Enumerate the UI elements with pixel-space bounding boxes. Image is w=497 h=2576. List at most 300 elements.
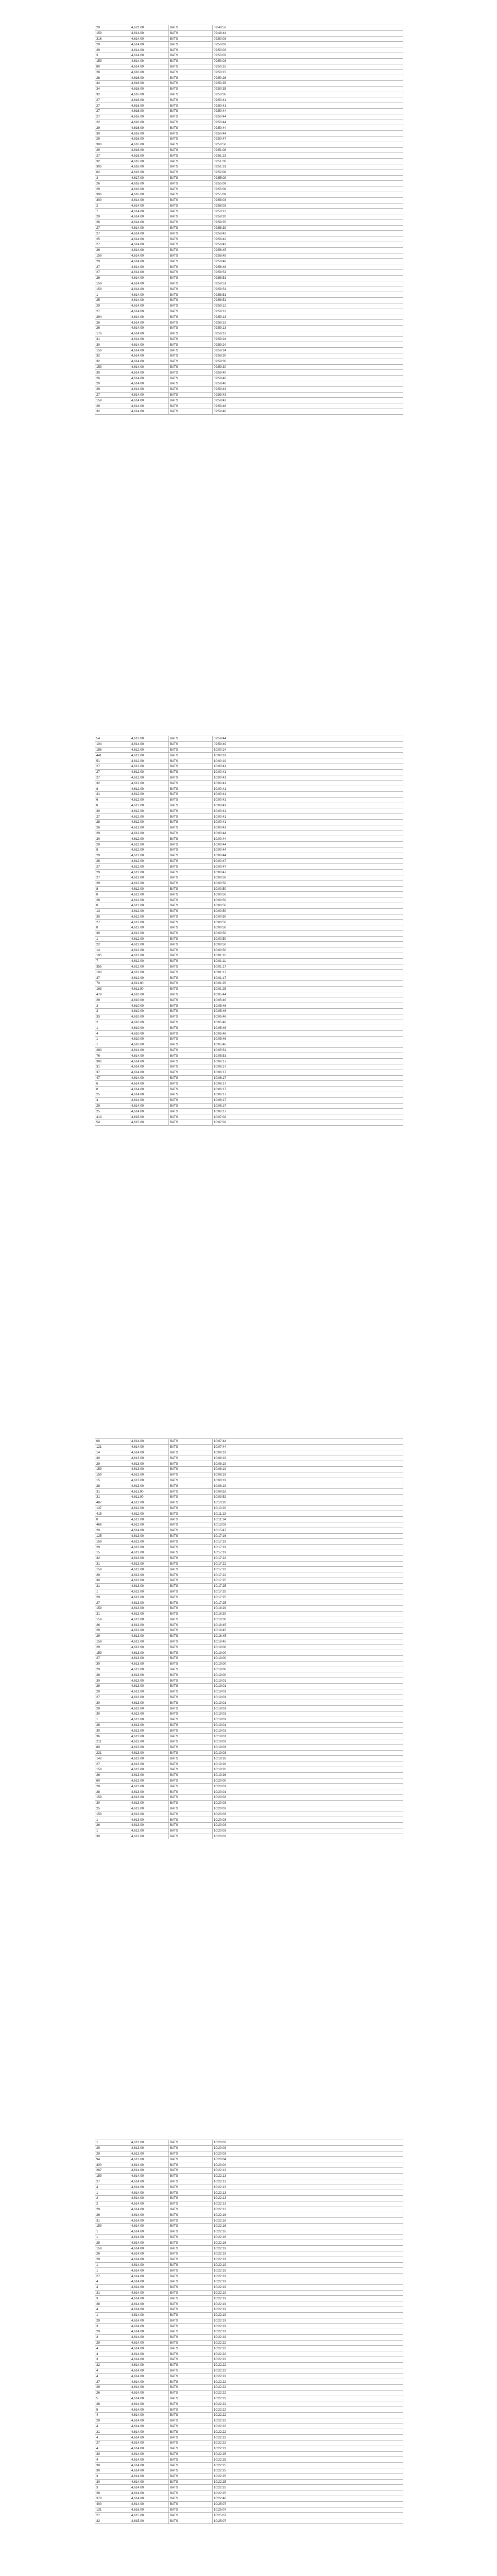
time-cell: 10:22:19 [213, 2334, 403, 2340]
price-cell: 4,612.00 [130, 853, 169, 858]
quantity-cell: 27 [95, 264, 130, 270]
quantity-cell: 28 [95, 858, 130, 864]
quantity-cell: 29 [95, 1633, 130, 1639]
table-row [95, 70, 403, 75]
price-cell: 4,613.00 [130, 2140, 169, 2146]
time-cell: 10:00:50 [213, 875, 403, 880]
table-row [95, 2274, 403, 2279]
price-cell: 4,614.00 [130, 253, 169, 259]
quantity-cell: 29 [95, 1628, 130, 1634]
time-cell: 09:58:48 [213, 264, 403, 270]
table-row [95, 2201, 403, 2207]
quantity-cell: 31 [95, 336, 130, 342]
quantity-cell: 76 [95, 1053, 130, 1059]
time-cell: 10:22:22 [213, 2407, 403, 2413]
table-row [95, 1109, 403, 1114]
quantity-cell: 1 [95, 1042, 130, 1047]
table-row [95, 1505, 403, 1511]
exchange-cell: BATS [169, 1633, 213, 1639]
quantity-cell: 26 [95, 2251, 130, 2257]
quantity-cell: 32 [95, 409, 130, 414]
table-row [95, 2167, 403, 2173]
quantity-cell: 378 [95, 2496, 130, 2502]
table-row [95, 336, 403, 342]
quantity-cell: 25 [95, 1806, 130, 1811]
price-cell: 4,614.00 [130, 2346, 169, 2351]
time-cell: 09:51:31 [213, 164, 403, 170]
price-cell: 4,614.00 [130, 2307, 169, 2312]
quantity-cell: 159 [95, 281, 130, 286]
quantity-cell: 29 [95, 880, 130, 886]
exchange-cell: BATS [169, 2246, 213, 2251]
exchange-cell: BATS [169, 1092, 213, 1098]
time-cell: 10:19:01 [213, 1684, 403, 1689]
exchange-cell: BATS [169, 814, 213, 820]
exchange-cell: BATS [169, 836, 213, 842]
time-cell: 10:20:04 [213, 2157, 403, 2162]
quantity-cell: 29 [95, 42, 130, 47]
table-row [95, 1483, 403, 1489]
time-cell: 10:05:46 [213, 1025, 403, 1031]
quantity-cell: 29 [95, 2257, 130, 2262]
table-row [95, 970, 403, 975]
price-cell: 4,614.00 [130, 53, 169, 58]
table-row [95, 2518, 403, 2524]
quantity-cell: 31 [95, 1583, 130, 1589]
exchange-cell: BATS [169, 353, 213, 359]
exchange-cell: BATS [169, 1505, 213, 1511]
price-cell: 4,614.00 [130, 409, 169, 414]
time-cell: 10:22:25 [213, 2485, 403, 2490]
price-cell: 4,614.00 [130, 326, 169, 331]
trades-table-3 [95, 1438, 403, 1839]
time-cell: 10:19:00 [213, 1667, 403, 1672]
table-row [95, 175, 403, 181]
table-row [95, 114, 403, 120]
time-cell: 10:05:46 [213, 1031, 403, 1037]
table-row [95, 120, 403, 125]
time-cell: 10:19:01 [213, 1700, 403, 1706]
table-row [95, 1717, 403, 1722]
time-cell: 10:22:22 [213, 2429, 403, 2435]
table-row [95, 2490, 403, 2496]
exchange-cell: BATS [169, 336, 213, 342]
table-row [95, 1689, 403, 1694]
table-row [95, 1528, 403, 1533]
price-cell: 4,612.00 [130, 920, 169, 925]
exchange-cell: BATS [169, 153, 213, 159]
time-cell: 10:19:26 [213, 1767, 403, 1773]
exchange-cell: BATS [169, 1545, 213, 1550]
exchange-cell: BATS [169, 2318, 213, 2324]
exchange-cell: BATS [169, 231, 213, 236]
table-row [95, 2351, 403, 2357]
table-row [95, 1539, 403, 1545]
exchange-cell: BATS [169, 214, 213, 220]
price-cell: 4,611.00 [130, 981, 169, 987]
table-row [95, 197, 403, 203]
price-cell: 4,614.00 [130, 1109, 169, 1114]
table-row [95, 786, 403, 792]
table-row [95, 2218, 403, 2224]
time-cell: 10:01:11 [213, 953, 403, 959]
price-cell: 4,612.00 [130, 825, 169, 831]
table-row [95, 2290, 403, 2296]
table-row [95, 1020, 403, 1025]
table-row [95, 125, 403, 131]
price-cell: 4,612.00 [130, 1511, 169, 1517]
time-cell: 09:58:42 [213, 236, 403, 242]
exchange-cell: BATS [169, 797, 213, 803]
time-cell: 09:50:44 [213, 131, 403, 137]
quantity-cell: 29 [95, 303, 130, 309]
table-row [95, 1500, 403, 1505]
exchange-cell: BATS [169, 2234, 213, 2240]
price-cell: 4,614.00 [130, 1103, 169, 1109]
table-row [95, 1739, 403, 1745]
table-row [95, 42, 403, 47]
table-row [95, 331, 403, 336]
time-cell: 09:55:09 [213, 187, 403, 192]
price-cell: 4,614.00 [130, 2179, 169, 2184]
quantity-cell: 32 [95, 159, 130, 164]
time-cell: 10:19:01 [213, 1706, 403, 1711]
price-cell: 4,613.00 [130, 1628, 169, 1634]
price-cell: 4,613.00 [130, 1761, 169, 1767]
quantity-cell: 29 [95, 187, 130, 192]
table-row [95, 2318, 403, 2324]
time-cell: 10:20:03 [213, 2151, 403, 2157]
table-row [95, 2501, 403, 2507]
table-row [95, 259, 403, 264]
exchange-cell: BATS [169, 2496, 213, 2502]
time-cell: 10:20:01 [213, 1784, 403, 1789]
table-row [95, 2496, 403, 2502]
exchange-cell: BATS [169, 897, 213, 903]
table-row [95, 1605, 403, 1611]
table-row [95, 353, 403, 359]
quantity-cell: 29 [95, 136, 130, 142]
quantity-cell: 4 [95, 2284, 130, 2290]
quantity-cell: 29 [95, 2418, 130, 2424]
time-cell: 09:58:51 [213, 298, 403, 303]
table-row [95, 286, 403, 292]
time-cell: 10:07:44 [213, 1439, 403, 1445]
time-cell: 09:59:40 [213, 381, 403, 387]
time-cell: 10:11:13 [213, 1511, 403, 1517]
time-cell: 09:50:44 [213, 125, 403, 131]
exchange-cell: BATS [169, 270, 213, 276]
time-cell: 10:22:22 [213, 2374, 403, 2379]
quantity-cell: 22 [95, 942, 130, 947]
table-row [95, 2223, 403, 2229]
quantity-cell: 163 [95, 986, 130, 992]
exchange-cell: BATS [169, 1806, 213, 1811]
exchange-cell: BATS [169, 831, 213, 836]
table-row [95, 1037, 403, 1042]
time-cell: 10:00:47 [213, 870, 403, 875]
price-cell: 4,615.00 [130, 2518, 169, 2524]
exchange-cell: BATS [169, 2307, 213, 2312]
time-cell: 10:00:47 [213, 864, 403, 870]
table-row [95, 2357, 403, 2363]
table-row [95, 2324, 403, 2329]
price-cell: 4,614.00 [130, 247, 169, 253]
time-cell: 10:06:17 [213, 1070, 403, 1075]
table-row [95, 2479, 403, 2485]
exchange-cell: BATS [169, 1789, 213, 1795]
quantity-cell: 159 [95, 253, 130, 259]
table-row [95, 275, 403, 281]
table-row [95, 1517, 403, 1522]
price-cell: 4,610.00 [130, 1020, 169, 1025]
time-cell: 10:19:01 [213, 1689, 403, 1694]
time-cell: 10:01:11 [213, 958, 403, 964]
time-cell: 09:59:30 [213, 359, 403, 364]
quantity-cell: 30 [95, 836, 130, 842]
time-cell: 10:19:00 [213, 1656, 403, 1662]
quantity-cell: 1 [95, 2268, 130, 2274]
exchange-cell: BATS [169, 1784, 213, 1789]
table-row [95, 2296, 403, 2301]
price-cell: 4,613.00 [130, 736, 169, 742]
quantity-cell: 4 [95, 2374, 130, 2379]
price-cell: 4,614.00 [130, 381, 169, 387]
quantity-cell: 27 [95, 764, 130, 769]
quantity-cell: 27 [95, 270, 130, 276]
time-cell: 10:22:22 [213, 2435, 403, 2441]
time-cell: 10:19:01 [213, 1694, 403, 1700]
price-cell: 4,613.00 [130, 1784, 169, 1789]
exchange-cell: BATS [169, 886, 213, 892]
quantity-cell: 26 [95, 1622, 130, 1628]
price-cell: 4,613.00 [130, 1645, 169, 1650]
table-row [95, 864, 403, 870]
time-cell: 09:59:24 [213, 342, 403, 348]
exchange-cell: BATS [169, 125, 213, 131]
table-row [95, 1744, 403, 1750]
table-row [95, 1087, 403, 1092]
price-cell: 4,612.00 [130, 791, 169, 797]
table-row [95, 1795, 403, 1801]
quantity-cell: 27 [95, 875, 130, 880]
time-cell: 09:50:03 [213, 47, 403, 53]
price-cell: 4,613.00 [130, 1744, 169, 1750]
exchange-cell: BATS [169, 2485, 213, 2490]
quantity-cell: 294 [95, 314, 130, 320]
time-cell: 10:00:41 [213, 825, 403, 831]
quantity-cell: 25 [95, 236, 130, 242]
time-cell: 09:50:03 [213, 42, 403, 47]
quantity-cell: 30 [95, 1455, 130, 1461]
table-row [95, 2140, 403, 2146]
exchange-cell: BATS [169, 736, 213, 742]
exchange-cell: BATS [169, 1711, 213, 1717]
quantity-cell: 30 [95, 1728, 130, 1734]
quantity-cell: 80 [95, 1744, 130, 1750]
time-cell: 10:09:52 [213, 1494, 403, 1500]
time-cell: 10:22:25 [213, 2479, 403, 2485]
table-row [95, 236, 403, 242]
quantity-cell: 6 [95, 1081, 130, 1087]
table-row [95, 298, 403, 303]
quantity-cell: 26 [95, 247, 130, 253]
table-row [95, 1545, 403, 1550]
table-row [95, 758, 403, 764]
quantity-cell: 159 [95, 364, 130, 370]
table-row [95, 30, 403, 36]
time-cell: 10:22:13 [213, 2201, 403, 2207]
quantity-cell: 8 [95, 903, 130, 908]
time-cell: 10:22:19 [213, 2307, 403, 2312]
exchange-cell: BATS [169, 786, 213, 792]
exchange-cell: BATS [169, 409, 213, 414]
exchange-cell: BATS [169, 2324, 213, 2329]
time-cell: 09:50:44 [213, 114, 403, 120]
exchange-cell: BATS [169, 225, 213, 231]
time-cell: 09:50:36 [213, 92, 403, 97]
exchange-cell: BATS [169, 825, 213, 831]
exchange-cell: BATS [169, 1572, 213, 1578]
price-cell: 4,614.00 [130, 214, 169, 220]
exchange-cell: BATS [169, 958, 213, 964]
quantity-cell: 4 [95, 1097, 130, 1103]
time-cell: 10:20:03 [213, 2140, 403, 2146]
quantity-cell: 28 [95, 1722, 130, 1728]
exchange-cell: BATS [169, 2346, 213, 2351]
time-cell: 09:58:39 [213, 225, 403, 231]
table-row [95, 2145, 403, 2151]
price-cell: 4,614.00 [130, 376, 169, 381]
exchange-cell: BATS [169, 2329, 213, 2335]
time-cell: 10:19:00 [213, 1645, 403, 1650]
time-cell: 10:00:44 [213, 853, 403, 858]
time-cell: 09:59:13 [213, 331, 403, 336]
table-row [95, 136, 403, 142]
exchange-cell: BATS [169, 1811, 213, 1817]
price-cell: 4,614.00 [130, 36, 169, 42]
quantity-cell: 267 [95, 2167, 130, 2173]
quantity-cell: 36 [95, 1734, 130, 1739]
quantity-cell: 4 [95, 2307, 130, 2312]
exchange-cell: BATS [169, 781, 213, 786]
time-cell: 09:58:35 [213, 219, 403, 225]
exchange-cell: BATS [169, 1684, 213, 1689]
quantity-cell: 316 [95, 36, 130, 42]
table-row [95, 2362, 403, 2368]
exchange-cell: BATS [169, 253, 213, 259]
price-cell: 4,612.00 [130, 947, 169, 953]
price-cell: 4,613.00 [130, 1583, 169, 1589]
exchange-cell: BATS [169, 1567, 213, 1572]
price-cell: 4,616.00 [130, 75, 169, 81]
exchange-cell: BATS [169, 386, 213, 392]
price-cell: 4,613.00 [130, 1756, 169, 1761]
table-row [95, 1617, 403, 1622]
quantity-cell: 37 [95, 2379, 130, 2385]
table-row [95, 75, 403, 81]
exchange-cell: BATS [169, 181, 213, 187]
table-row [95, 2340, 403, 2346]
price-cell: 4,616.00 [130, 114, 169, 120]
price-cell: 4,614.00 [130, 64, 169, 70]
time-cell: 10:20:00 [213, 1778, 403, 1784]
time-cell: 10:19:03 [213, 1744, 403, 1750]
exchange-cell: BATS [169, 164, 213, 170]
exchange-cell: BATS [169, 136, 213, 142]
price-cell: 4,612.00 [130, 797, 169, 803]
time-cell: 10:00:41 [213, 786, 403, 792]
quantity-cell: 4 [95, 2368, 130, 2374]
price-cell: 4,616.00 [130, 120, 169, 125]
price-cell: 4,616.00 [130, 70, 169, 75]
exchange-cell: BATS [169, 1722, 213, 1728]
price-cell: 4,616.00 [130, 159, 169, 164]
quantity-cell: 29 [95, 1572, 130, 1578]
time-cell: 10:00:50 [213, 886, 403, 892]
price-cell: 4,612.00 [130, 1500, 169, 1505]
time-cell: 10:22:19 [213, 2324, 403, 2329]
table-row [95, 2507, 403, 2513]
table-row [95, 153, 403, 159]
quantity-cell: 195 [95, 953, 130, 959]
table-row [95, 803, 403, 808]
price-cell: 4,614.00 [130, 270, 169, 276]
time-cell: 09:59:24 [213, 348, 403, 353]
price-cell: 4,616.00 [130, 86, 169, 92]
table-row [95, 97, 403, 103]
exchange-cell: BATS [169, 1628, 213, 1634]
time-cell: 10:06:17 [213, 1097, 403, 1103]
exchange-cell: BATS [169, 853, 213, 858]
exchange-cell: BATS [169, 47, 213, 53]
exchange-cell: BATS [169, 2501, 213, 2507]
table-row [95, 1756, 403, 1761]
quantity-cell: 159 [95, 58, 130, 64]
exchange-cell: BATS [169, 170, 213, 175]
quantity-cell: 28 [95, 897, 130, 903]
exchange-cell: BATS [169, 1097, 213, 1103]
price-cell: 4,613.00 [130, 2145, 169, 2151]
quantity-cell: 28 [95, 70, 130, 75]
time-cell: 10:22:19 [213, 2251, 403, 2257]
price-cell: 4,614.00 [130, 1097, 169, 1103]
time-cell: 10:05:46 [213, 1037, 403, 1042]
time-cell: 10:25:07 [213, 2501, 403, 2507]
price-cell: 4,616.00 [130, 170, 169, 175]
price-cell: 4,614.00 [130, 2468, 169, 2474]
exchange-cell: BATS [169, 1064, 213, 1070]
time-cell: 10:22:19 [213, 2312, 403, 2318]
price-cell: 4,612.00 [130, 897, 169, 903]
price-cell: 4,614.00 [130, 236, 169, 242]
price-cell: 4,612.00 [130, 970, 169, 975]
quantity-cell: 3 [95, 1003, 130, 1009]
quantity-cell: 27 [95, 920, 130, 925]
time-cell: 10:17:25 [213, 1595, 403, 1600]
time-cell: 10:17:25 [213, 1583, 403, 1589]
exchange-cell: BATS [169, 1461, 213, 1467]
price-cell: 4,614.00 [130, 2162, 169, 2168]
time-cell: 10:22:25 [213, 2468, 403, 2474]
exchange-cell: BATS [169, 1047, 213, 1053]
quantity-cell: 2 [95, 203, 130, 209]
time-cell: 09:51:08 [213, 147, 403, 153]
exchange-cell: BATS [169, 86, 213, 92]
exchange-cell: BATS [169, 58, 213, 64]
quantity-cell: 31 [95, 2429, 130, 2435]
quantity-cell: 3 [95, 2485, 130, 2490]
